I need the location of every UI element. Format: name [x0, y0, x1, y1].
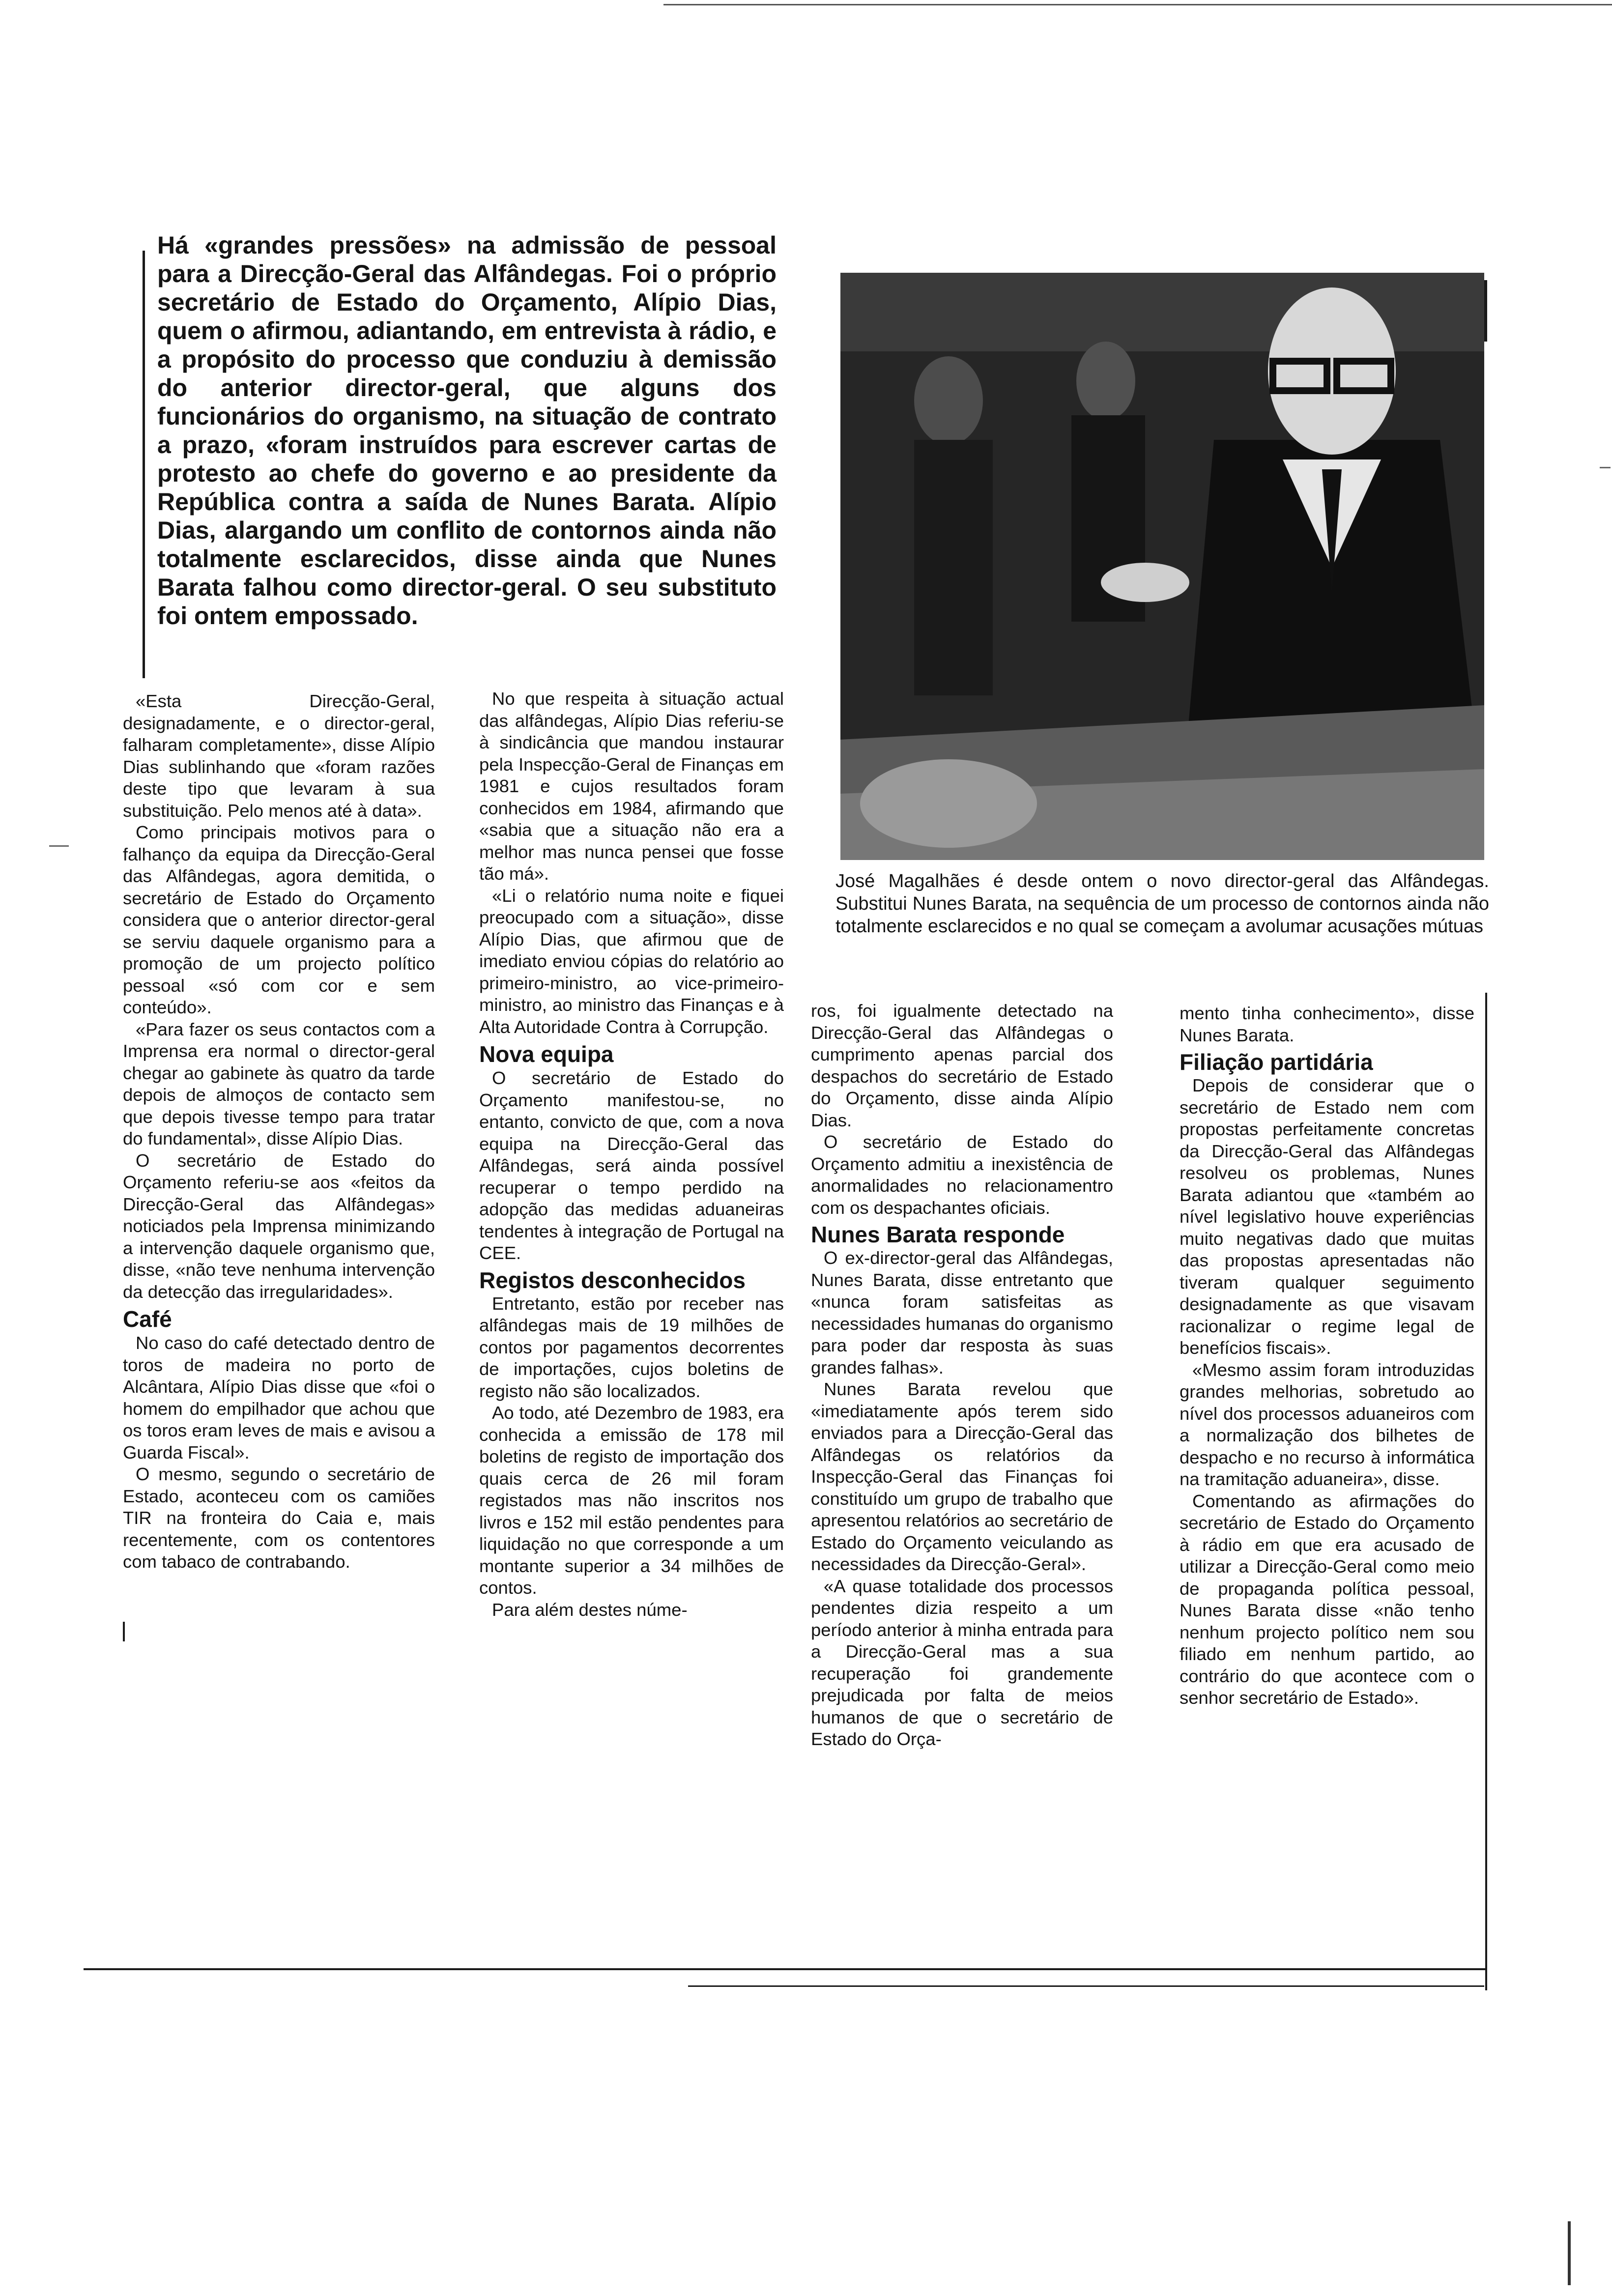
- column-4: [1180, 1003, 1474, 1709]
- paragraph: Como principais motivos para o falhanço da equipa da Direcção-Geral das Alfândegas, agora demitida, o secretário de Estado do Orçamento considera que o anterior director-geral se serviu daquele organismo para a promoção de um projecto político pessoal «só com cor e sem conteúdo».: [123, 822, 435, 1017]
- article-bottom-rule: [84, 1968, 1487, 1970]
- scan-mark-right: [1600, 467, 1611, 468]
- section-heading-registos: Registos desconhecidos: [479, 1267, 746, 1293]
- paragraph: «Para fazer os seus contactos com a Imprensa era normal o director-geral chegar ao gabinete às quatro da tarde depois de almoços de contacto sem que depois tivesse tempo para tratar do fundamental», disse Alípio Dias.: [123, 1019, 435, 1148]
- section-heading-cafe: Café: [123, 1306, 172, 1332]
- article-bottom-rule-shadow: [688, 1985, 1484, 1987]
- top-scan-line: [663, 4, 1612, 5]
- paragraph: Nunes Barata revelou que «imediatamente após terem sido enviados para a Direcção-Geral das Alfândegas os relatórios da Inspecção-Geral das Finanças foi constituído um grupo de trabalho que apresentou relatórios ao secretário de Estado do Orçamento veiculando as necessidades da Direcção-Geral».: [811, 1379, 1113, 1574]
- scan-mark-left: [49, 845, 69, 847]
- paragraph: Depois de considerar que o secretário de Estado nem com propostas perfeitamente concretas da Direcção-Geral das Alfândegas resolveu os problemas, Nunes Barata adiantou que «também ao nível legislativo houve experiências muito negativas dado que muitas das propostas apresentadas não tiveram qualquer seguimento designadamente as que visavam racionalizar o regime legal de benefícios fiscais».: [1180, 1075, 1474, 1358]
- paragraph: O ex-director-geral das Alfândegas, Nunes Barata, disse entretanto que «nunca foram satisfeitas as necessidades humanas do organismo para poder dar resposta às suas grandes falhas».: [811, 1248, 1113, 1378]
- paragraph: Para além destes núme-: [492, 1599, 688, 1620]
- paragraph: «Li o relatório numa noite e fiquei preocupado com a situação», disse Alípio Dias, que afirmou que de imediato enviou cópias do relatório ao primeiro-ministro, ao vice-primeiro-ministro, ao ministro das Finanças e à Alta Autoridade Contra à Corrupção.: [479, 885, 784, 1037]
- article-lead: Há «grandes pressões» na admissão de pessoal para a Direcção-Geral das Alfândegas. Foi o próprio secretário de Estado do Orçamento, Alípio Dias, quem o afirmou, adiantando, em entrevista à rádio, e a propósito do processo que conduziu à demissão do anterior director-geral, que alguns dos funcionários do organismo, na situação de contrato a prazo, «foram instruídos para escrever cartas de protesto ao chefe do governo e ao presidente da República contra a saída de Nunes Barata. Alípio Dias, alargando um conflito de contornos ainda não totalmente esclarecidos, disse ainda que Nunes Barata falhou como director-geral. O seu substituto foi ontem empossado.: [157, 231, 777, 630]
- section-heading-filiacao: Filiação partidária: [1180, 1049, 1373, 1075]
- paragraph: O secretário de Estado do Orçamento manifestou-se, no entanto, convicto de que, com a nova equipa na Direcção-Geral das Alfândegas, será ainda possível recuperar o tempo perdido na adopção das medidas aduaneiras tendentes à integração de Portugal na CEE.: [479, 1068, 784, 1263]
- paragraph: No caso do café detectado dentro de toros de madeira no porto de Alcântara, Alípio Dias disse que «foi o homem do empilhador que achou que os toros eram leves de mais e avisou a Guarda Fiscal».: [123, 1333, 435, 1463]
- column-3: [811, 1000, 1113, 1751]
- paragraph: ros, foi igualmente detectado na Direcção-Geral das Alfândegas o cumprimento apenas parcial dos despachos do secretário de Estado do Orçamento, disse ainda Alípio Dias.: [811, 1001, 1113, 1130]
- scan-mark-bottom-right: [1568, 2221, 1571, 2285]
- paragraph: No que respeita à situação actual das alfândegas, Alípio Dias referiu-se à sindicância que mandou instaurar pela Inspecção-Geral de Finanças em 1981 e cujos resultados foram conhecidos em 1984, afirmando que «sabia que a situação não era a melhor mas nunca pensei que fosse tão má».: [479, 689, 784, 884]
- article-photo: [840, 273, 1484, 860]
- section-heading-nova-equipa: Nova equipa: [479, 1041, 614, 1067]
- paragraph: O secretário de Estado do Orçamento referiu-se aos «feitos da Direcção-Geral das Alfândegas» noticiados pela Imprensa minimizando a intervenção daquele organismo que, disse, «não teve nenhuma intervenção da detecção das irregularidades».: [123, 1150, 435, 1302]
- paragraph: O secretário de Estado do Orçamento admitiu a inexistência de anormalidades no relacionamentro com os despachantes oficiais.: [811, 1132, 1113, 1218]
- section-heading-nunes-barata: Nunes Barata responde: [811, 1222, 1065, 1247]
- portrait-photo-icon: [840, 273, 1484, 860]
- column-2: [479, 688, 784, 1621]
- paragraph: O mesmo, segundo o secretário de Estado, aconteceu com os camiões TIR na fronteira do Caia e, mais recentemente, com os contentores com tabaco de contrabando.: [123, 1464, 435, 1572]
- article-right-rule: [1484, 280, 1487, 342]
- paragraph: «Esta Direcção-Geral, designadamente, e o director-geral, falharam completamente», disse Alípio Dias sublinhando que «foram razões deste tipo que levaram à sua substituição. Pelo menos até à data».: [123, 691, 435, 821]
- photo-caption: José Magalhães é desde ontem o novo director-geral das Alfândegas. Substitui Nunes Barata, na sequência de um processo de contornos ainda não totalmente esclarecidos e no qual se começam a avolumar acusações mútuas: [835, 871, 1489, 937]
- column-1: [123, 690, 435, 1573]
- section-bar-col1: [123, 1622, 125, 1641]
- paragraph: «A quase totalidade dos processos pendentes dizia respeito a um período anterior à minha entrada para a Direcção-Geral mas a sua recuperação foi grandemente prejudicada por falta de meios humanos de que o secretário de Estado do Orça-: [811, 1576, 1113, 1749]
- article-right-rule-lower: [1485, 993, 1487, 1990]
- paragraph: mento tinha conhecimento», disse Nunes Barata.: [1180, 1003, 1474, 1045]
- paragraph: «Mesmo assim foram introduzidas grandes melhorias, sobretudo ao nível dos processos aduaneiros com a normalização dos bilhetes de despacho e no recurso à informática na tramitação aduaneira», disse.: [1180, 1359, 1474, 1489]
- paragraph: Comentando as afirmações do secretário de Estado do Orçamento à rádio em que era acusado de utilizar a Direcção-Geral como meio de propaganda política pessoal, Nunes Barata disse «não tenho nenhum projecto político nem sou filiado em nenhum partido, ao contrário do que acontece com o senhor secretário de Estado».: [1180, 1491, 1474, 1708]
- article-left-rule: [143, 251, 145, 678]
- paragraph: Entretanto, estão por receber nas alfândegas mais de 19 milhões de contos por pagamentos decorrentes de importações, cujos boletins de registo não são localizados.: [479, 1293, 784, 1401]
- paragraph: Ao todo, até Dezembro de 1983, era conhecida a emissão de 178 mil boletins de registo de importação dos quais cerca de 26 mil foram registados mas não inscritos nos livros e 152 mil estão pendentes para liquidação no que corresponde a um montante superior a 34 milhões de contos.: [479, 1403, 784, 1598]
